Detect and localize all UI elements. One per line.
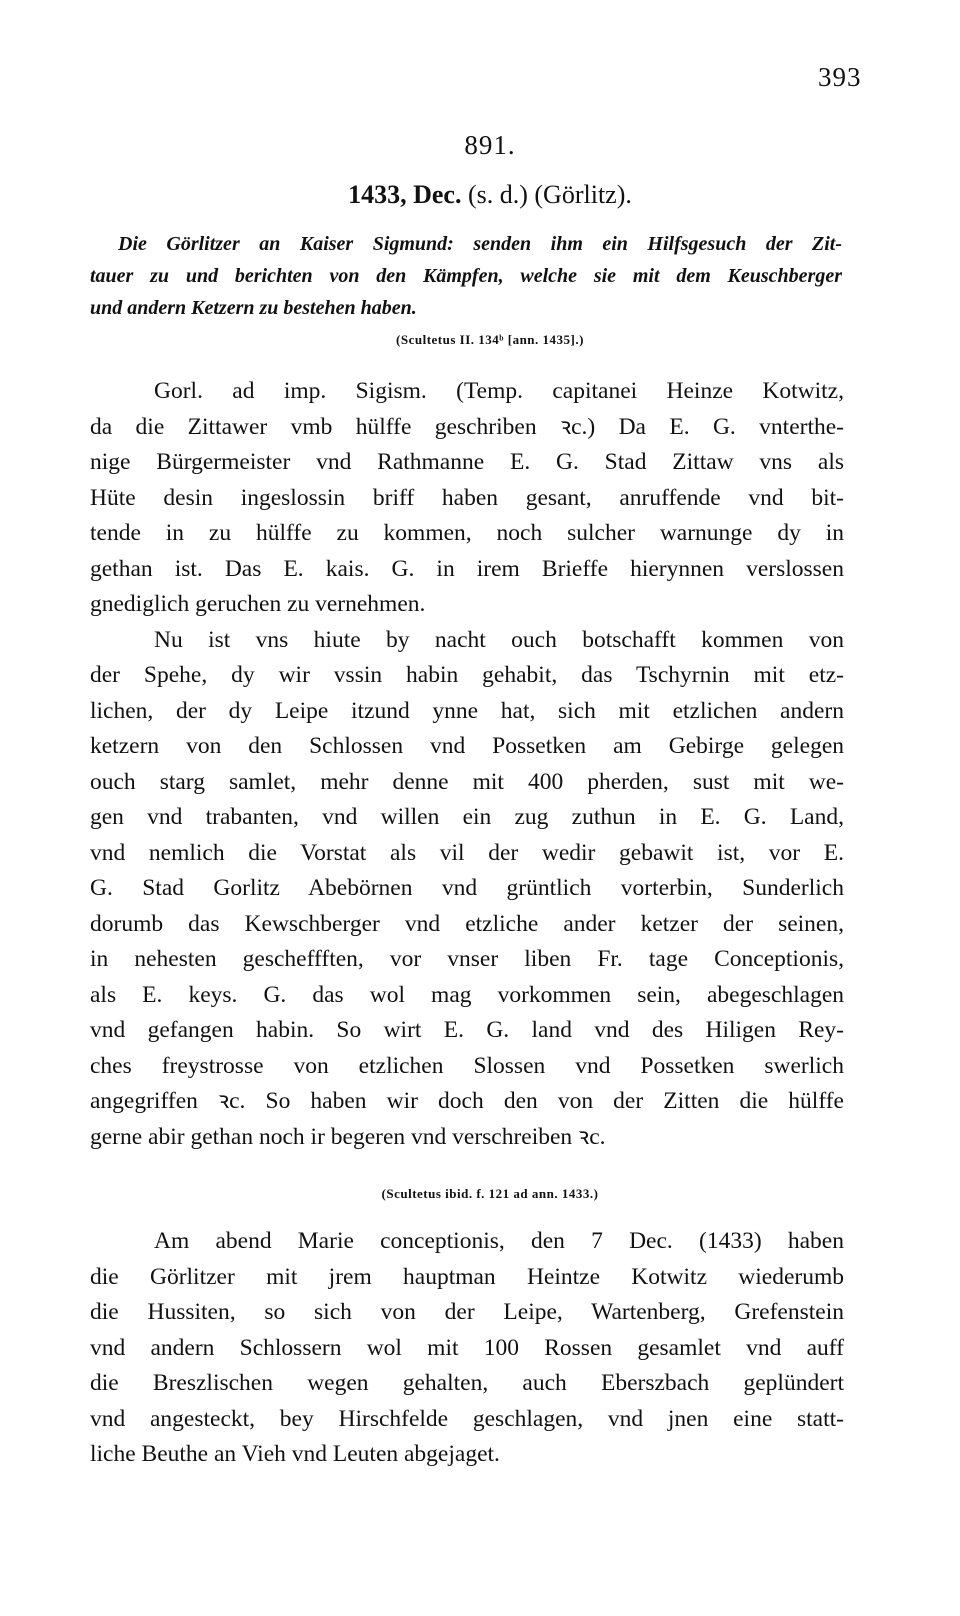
text-line: die Breszlischen wegen gehalten, auch Eberszbach geplündert	[90, 1370, 844, 1396]
text-line: liche Beuthe an Vieh vnd Leuten abgejaget.	[90, 1441, 500, 1467]
text-line: Gorl. ad imp. Sigism. (Temp. capitanei Heinze Kotwitz,	[154, 378, 844, 404]
text-line: vnd gefangen habin. So wirt E. G. land vnd des Hiligen Rey-	[90, 1017, 844, 1043]
summary-line: tauer zu und berichten von den Kämpfen, welche sie mit dem Keuschberger	[90, 265, 842, 287]
text-line: gethan ist. Das E. kais. G. in irem Brieffe hierynnen verslossen	[90, 555, 844, 582]
text-line: G. Stad Gorlitz Abebörnen vnd grüntlich vorterbin, Sunderlich	[90, 875, 844, 901]
text-line: Hüte desin ingeslossin briff haben gesant, anruffende vnd bit-	[90, 484, 844, 511]
date-annotation: (s. d.) (Görlitz).	[467, 180, 632, 209]
text-line: Nu ist vns hiute by nacht ouch botschafft kommen von	[154, 626, 844, 653]
text-line: in nehesten gescheffften, vor vnser liben Fr. tage Conceptionis,	[90, 946, 844, 972]
text-line: angegriffen ꝛc. So haben wir doch den von der Zitten die hülffe	[90, 1088, 844, 1114]
source-citation: (Scultetus II. 134ᵇ [ann. 1435].)	[396, 332, 584, 347]
page-number: 393	[818, 62, 862, 92]
text-line: die Görlitzer mit jrem hauptman Heintze Kotwitz wiederumb	[90, 1263, 844, 1290]
text-line: vnd andern Schlossern wol mit 100 Rossen gesamlet vnd auff	[90, 1334, 844, 1361]
text-line: ketzern von den Schlossen vnd Possetken am Gebirge gelegen	[90, 733, 844, 759]
document-number: 891.	[464, 130, 516, 160]
text-line: gerne abir gethan noch ir begeren vnd verschreiben ꝛc.	[90, 1123, 606, 1150]
text-line: ches freystrosse von etzlichen Slossen vnd Possetken swerlich	[90, 1052, 844, 1079]
text-line: ouch starg samlet, mehr denne mit 400 pherden, sust mit we-	[90, 768, 844, 795]
text-line: die Hussiten, so sich von der Leipe, Wartenberg, Grefenstein	[90, 1299, 844, 1325]
source-citation: (Scultetus ibid. f. 121 ad ann. 1433.)	[381, 1186, 599, 1201]
text-line: tende in zu hülffe zu kommen, noch sulcher warnunge dy in	[90, 520, 844, 546]
date: 1433, Dec.	[348, 180, 462, 209]
text-line: Am abend Marie conceptionis, den 7 Dec. (1433) haben	[154, 1228, 844, 1254]
chronicle-text	[90, 1224, 844, 1473]
text-line: lichen, der dy Leipe itzund ynne hat, sich mit etzlichen andern	[90, 697, 844, 724]
text-line: vnd angesteckt, bey Hirschfelde geschlagen, vnd jnen eine statt-	[90, 1405, 844, 1432]
text-line: dorumb das Kewschberger vnd etzliche ander ketzer der seinen,	[90, 910, 844, 937]
text-line: als E. keys. G. das wol mag vorkommen sein, abegeschlagen	[90, 981, 844, 1008]
text-line: der Spehe, dy wir vssin habin gehabit, das Tschyrnin mit etz-	[90, 662, 844, 688]
text-line: da die Zittawer vmb hülffe geschriben ꝛc.) Da E. G. vnterthe-	[90, 413, 844, 440]
date-line	[0, 180, 960, 210]
summary-line: Die Görlitzer an Kaiser Sigmund: senden ihm ein Hilfsgesuch der Zit-	[118, 233, 842, 255]
document-summary	[90, 228, 842, 324]
text-line: nige Bürgermeister vnd Rathmanne E. G. Stad Zittaw vns als	[90, 449, 844, 475]
summary-line: und andern Ketzern zu bestehen haben.	[90, 297, 417, 319]
text-line: gen vnd trabanten, vnd willen ein zug zuthun in E. G. Land,	[90, 804, 844, 830]
letter-text	[90, 374, 844, 1155]
text-line: vnd nemlich die Vorstat als vil der wedir gebawit ist, vor E.	[90, 839, 844, 866]
text-line: gnediglich geruchen zu vernehmen.	[90, 591, 426, 617]
